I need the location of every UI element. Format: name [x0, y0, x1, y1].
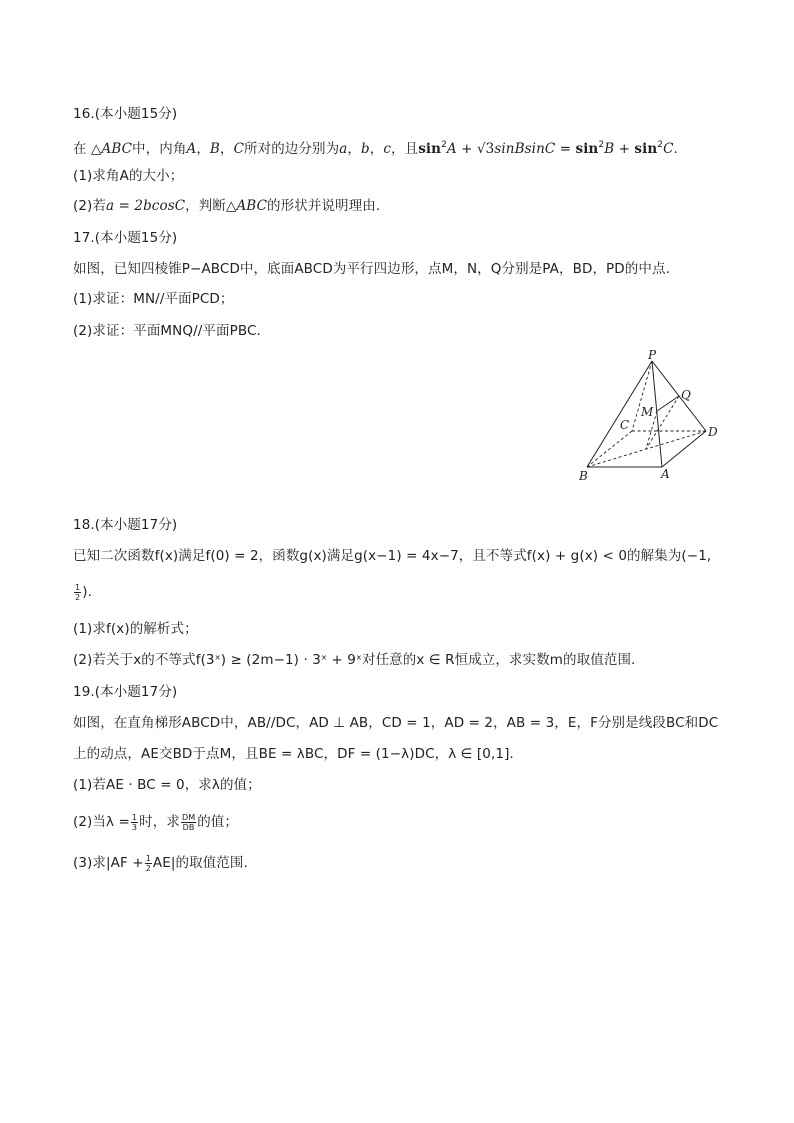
q17-stem: 如图，已知四棱锥P−ABCD中，底面ABCD为平行四边形，点M，N，Q分别是PA，BD，PD的中点.: [73, 261, 670, 277]
label-M: M: [641, 405, 654, 419]
q18-stem: 已知二次函数f(x)满足f(0) = 2，函数g(x)满足g(x−1) = 4x−7，且不等式f(x) + g(x) < 0的解集为(−1,: [73, 548, 712, 564]
label-C: C: [620, 418, 630, 432]
q19-part2-text-2: 时，求: [139, 814, 180, 830]
q16-part1: (1)求角A的大小；: [73, 168, 184, 184]
q19-part2-fraction-2: [181, 813, 196, 832]
q18-frac-num: 1: [75, 582, 81, 592]
q19-stem-math: BE = λBC，DF = (1−λ)DC，λ ∈ [0,1].: [258, 746, 514, 762]
q19-part2: [73, 812, 238, 832]
q17-header: 17.(本小题15分): [73, 230, 178, 246]
label-Q: Q: [681, 388, 691, 402]
q19-part2-frac2-den: DB: [182, 822, 195, 832]
label-B: B: [579, 469, 588, 483]
q16-part2-math: a = 2bcosC: [106, 198, 186, 214]
label-D: D: [708, 425, 718, 439]
q18-fraction: [74, 583, 81, 602]
q18-stem-cont: [73, 582, 92, 602]
label-A: A: [661, 467, 670, 481]
q19-part3-frac-den: 2: [145, 863, 151, 873]
q16-stem: 在 △ABC中，内角A，B，C所对的边分别为a，b，c，且$\sin^2A$ + √3sinBsinC = $\sin^2B + \sin^2C$.: [73, 140, 678, 157]
pyramid-figure: [570, 343, 730, 485]
q19-stem-text: 上的动点，AE交BD于点M，且: [73, 746, 259, 762]
q16-stem-text-4: ，且: [391, 141, 419, 157]
q19-part2-text-3: 的值；: [197, 814, 239, 830]
q16-part2-text-3: 的形状并说明理由.: [267, 198, 381, 214]
q19-header: 19.(本小题17分): [73, 684, 178, 700]
q19-part2-fraction: [131, 813, 138, 832]
label-P: P: [648, 348, 657, 362]
q16-part2-text-1: (2)若: [73, 198, 107, 214]
q19-part3-text-2: AE|的取值范围.: [152, 855, 248, 871]
q16-header: 16.(本小题15分): [73, 106, 178, 122]
q18-header: 18.(本小题17分): [73, 517, 178, 533]
q19-stem: 如图，在直角梯形ABCD中，AB//DC，AD ⊥ AB，CD = 1，AD = 2，AB = 3，E，F分别是线段BC和DC: [73, 715, 719, 731]
q16-stem-text-1: 在: [73, 141, 87, 157]
q19-part3: [73, 853, 248, 873]
q18-frac-den: 2: [75, 592, 81, 602]
q16-part2-text-2: ，判断: [185, 198, 226, 214]
q19-part3-fraction: [145, 854, 152, 873]
q19-stem-cont: [73, 744, 514, 764]
q17-part1: (1)求证：MN//平面PCD；: [73, 291, 234, 307]
q19-part2-frac2-num: DM: [181, 812, 196, 822]
q19-part2-frac-den: 3: [131, 822, 138, 832]
q16-part2: (2)若a = 2bcosC，判断△ABC的形状并说明理由.: [73, 198, 381, 214]
q19-part3-frac-num: 1: [145, 853, 151, 863]
q18-part2: (2)若关于x的不等式f(3ˣ) ≥ (2m−1) · 3ˣ + 9ˣ对任意的x ∈ R恒成立，求实数m的取值范围.: [73, 652, 636, 668]
q16-stem-text-2: 中，内角: [132, 141, 187, 157]
q18-part1: (1)求f(x)的解析式；: [73, 621, 198, 637]
q19-part3-text-1: (3)求|AF +: [73, 855, 144, 871]
q19-part1: (1)若AE · BC = 0，求λ的值；: [73, 777, 261, 793]
q19-part2-frac-num: 1: [131, 812, 138, 822]
q18-stem-end: ).: [82, 584, 92, 600]
q19-part2-text-1: (2)当λ =: [73, 814, 130, 830]
q17-part2: (2)求证：平面MNQ//平面PBC.: [73, 323, 261, 339]
q16-stem-text-3: 所对的边分别为: [244, 141, 340, 157]
q16-stem-text-5: sinBsinC: [494, 141, 556, 157]
